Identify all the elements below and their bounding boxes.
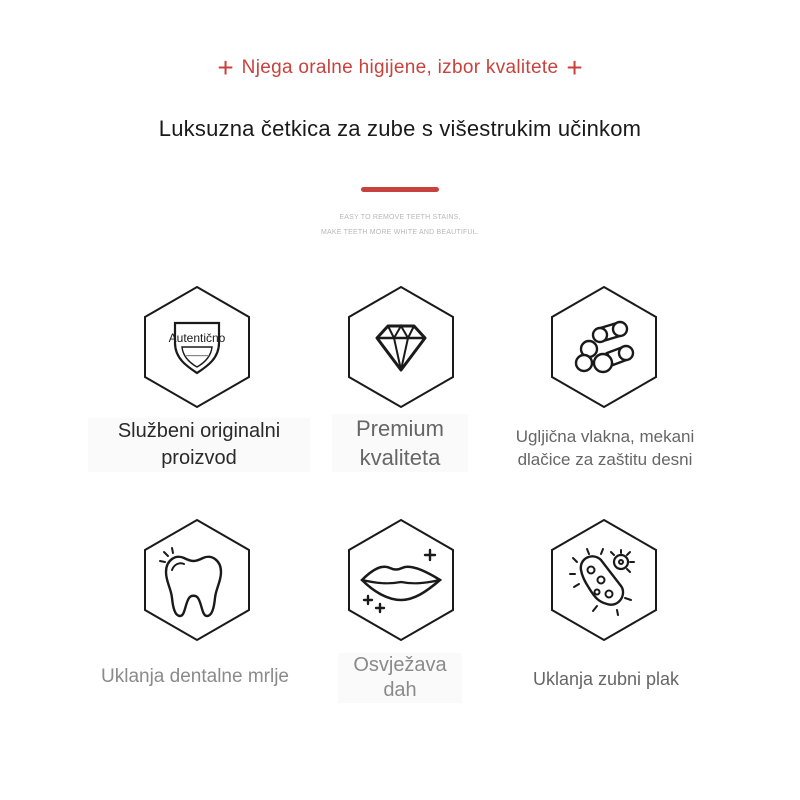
- lips-icon: [356, 544, 448, 620]
- label-line: Uklanja dentalne mrlje: [101, 666, 289, 687]
- feature-label-fresh-breath: [338, 653, 462, 703]
- feature-label-plaque-removal: [508, 667, 704, 691]
- tagline-text: Njega oralne higijene, izbor kvalitete: [241, 57, 559, 78]
- feature-premium: [346, 285, 456, 409]
- feature-label-premium: [332, 414, 468, 472]
- plus-icon: +: [217, 52, 234, 83]
- bacteria-icon: [569, 548, 639, 616]
- badge-text: Autentično: [168, 331, 226, 345]
- label-line: Premium: [355, 416, 444, 441]
- tagline: [0, 54, 800, 82]
- plus-icon: +: [566, 52, 583, 83]
- carbon-fiber-icon: [573, 319, 635, 375]
- label-line: proizvod: [161, 447, 237, 469]
- accent-divider: [361, 187, 439, 192]
- feature-carbon-fiber: [549, 285, 659, 409]
- feature-stain-removal: [142, 518, 252, 642]
- feature-label-authentic: [88, 418, 310, 472]
- feature-fresh-breath: [346, 518, 456, 642]
- label-line: Ugljična vlakna, mekani: [515, 427, 695, 446]
- label-line: Osvježava: [353, 654, 447, 676]
- shield-badge-icon: [170, 317, 224, 377]
- feature-label-carbon-fiber: [494, 425, 716, 471]
- diamond-icon: [374, 323, 428, 373]
- label-line: Službeni originalni: [117, 420, 281, 442]
- label-line: dah: [383, 679, 417, 701]
- feature-label-stain-removal: [78, 664, 312, 690]
- subtitle-line-2: MAKE TEETH MORE WHITE AND BEAUTIFUL.: [321, 229, 479, 236]
- label-line: kvaliteta: [359, 445, 441, 470]
- page-title: Luksuzna četkica za zube s višestrukim učinkom: [158, 116, 642, 141]
- feature-authentic: [142, 285, 252, 409]
- tooth-icon: [158, 546, 232, 620]
- label-line: Uklanja zubni plak: [532, 669, 680, 689]
- feature-plaque-removal: [549, 518, 659, 642]
- subtitle-line-1: EASY TO REMOVE TEETH STAINS,: [339, 214, 461, 221]
- label-line: dlačice za zaštitu desni: [517, 450, 693, 469]
